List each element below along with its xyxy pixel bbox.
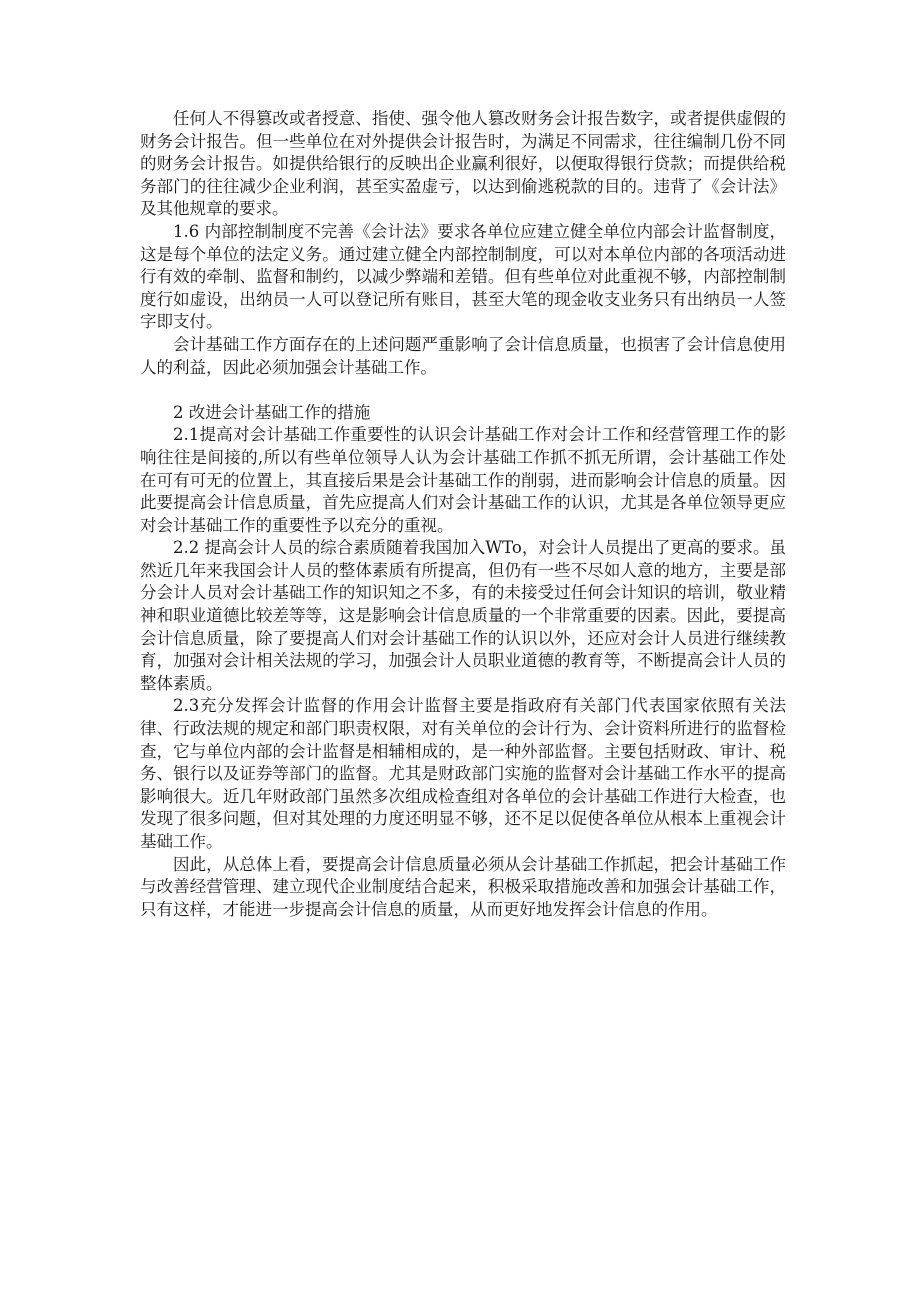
paragraph-false-reporting: 任何人不得篡改或者授意、指使、强令他人篡改财务会计报告数字，或者提供虚假的财务会计报告。但一些单位在对外提供会计报告时，为满足不同需求，往往编制几份不同的财务会计报告。如提供给银行的反映出企业赢利很好，以便取得银行贷款；而提供给税务部门的往往减少企业利润，甚至实盈虚亏，以达到偷逃税款的目的。违背了《会计法》及其他规章的要求。 [140, 109, 786, 219]
paragraph-internal-control: 1.6 内部控制制度不完善《会计法》要求各单位应建立健全单位内部会计监督制度，这是每个单位的法定义务。通过建立健全内部控制制度，可以对本单位内部的各项活动进行有效的牵制、监督和制约，以减少弊端和差错。但有些单位对此重视不够，内部控制制度行如虚设，出纳员一人可以登记所有账目，甚至大笔的现金收支业务只有出纳员一人签字即支付。 [140, 221, 786, 332]
paragraph-problem-summary: 会计基础工作方面存在的上述问题严重影响了会计信息质量，也损害了会计信息使用人的利益，因此必须加强会计基础工作。 [140, 334, 786, 377]
section-spacer [140, 379, 786, 402]
paragraph-staff-quality: 2.2 提高会计人员的综合素质随着我国加入WTo，对会计人员提出了更高的要求。虽然近几年来我国会计人员的整体素质有所提高，但仍有一些不尽如人意的地方，主要是部分会计人员对会计基础工作的知识知之不多，有的未接受过任何会计知识的培训，敬业精神和职业道德比较差等等，这是影响会计信息质量的一个非常重要的因素。因此，要提高会计信息质量，除了要提高人们对会计基础工作的认识以外，还应对会计人员进行继续教育，加强对会计相关法规的学习，加强会计人员职业道德的教育等，不断提高会计人员的整体素质。 [140, 538, 786, 693]
section-heading: 2 改进会计基础工作的措施 [173, 402, 371, 422]
paragraph-conclusion: 因此，从总体上看，要提高会计信息质量必须从会计基础工作抓起，把会计基础工作与改善经营管理、建立现代企业制度结合起来，积极采取措施改善和加强会计基础工作，只有这样，才能进一步提高会计信息的质量，从而更好地发挥会计信息的作用。 [140, 854, 786, 919]
paragraph-importance-awareness: 2.1提高对会计基础工作重要性的认识会计基础工作对会计工作和经营管理工作的影响往往是间接的,所以有些单位领导人认为会计基础工作抓不抓无所谓，会计基础工作处在可有可无的位置上，其直接后果是会计基础工作的削弱，进而影响会计信息的质量。因此要提高会计信息质量，首先应提高人们对会计基础工作的认识，尤其是各单位领导更应对会计基础工作的重要性予以充分的重视。 [140, 425, 786, 535]
paragraph-supervision: 2.3充分发挥会计监督的作用会计监督主要是指政府有关部门代表国家依照有关法律、行政法规的规定和部门职责权限，对有关单位的会计行为、会计资料所进行的监督检查，它与单位内部的会计监督是相辅相成的，是一种外部监督。主要包括财政、审计、税务、银行以及证券等部门的监督。尤其是财政部门实施的监督对会计基础工作水平的提高影响很大。近几年财政部门虽然多次组成检查组对各单位的会计基础工作进行大检查，也发现了很多问题，但对其处理的力度还明显不够，还不足以促使各单位从根本上重视会计基础工作。 [140, 696, 786, 851]
document-body [140, 108, 786, 921]
